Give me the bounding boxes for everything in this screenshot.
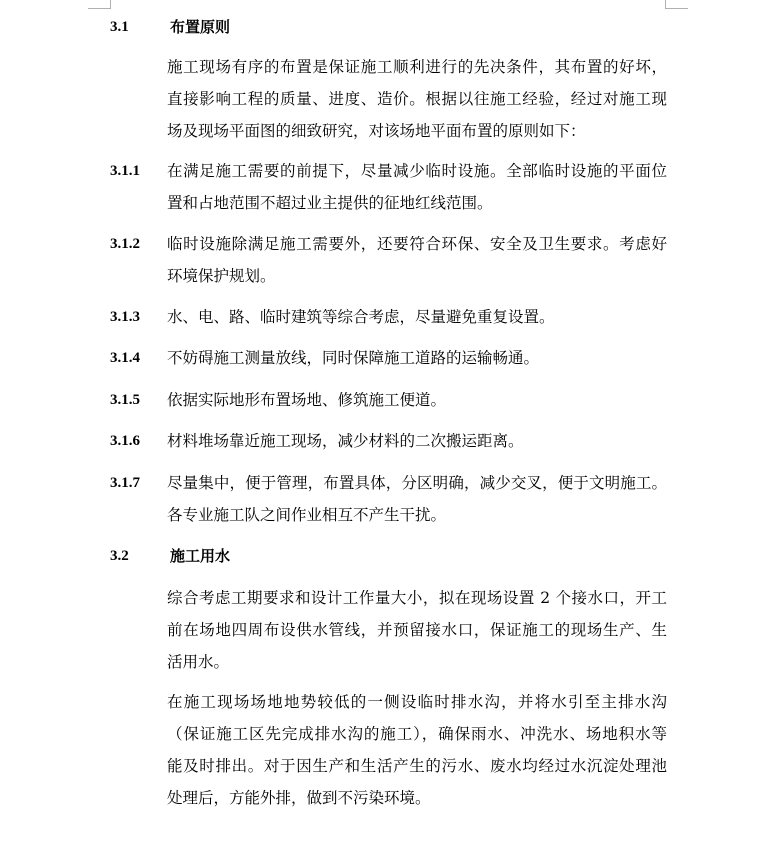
page-corner-mark-right: [665, 0, 688, 9]
body-paragraph: [167, 582, 667, 678]
page-corner-mark-left: [88, 0, 111, 9]
text-line: 活用水。: [167, 653, 230, 671]
item-number: 3.1.5: [110, 392, 140, 408]
text-line: 不妨碍施工测量放线，同时保障施工道路的运输畅通。: [167, 349, 540, 367]
item-text: [167, 228, 667, 292]
text-line: 环境保护规划。: [167, 267, 276, 285]
text-line: 能及时排出。对于因生产和生活产生的污水、废水均经过水沉淀处理池: [167, 757, 667, 775]
item-number: 3.1.3: [110, 309, 140, 325]
text-line: 处理后，方能外排，做到不污染环境。: [167, 789, 431, 807]
text-line: 材料堆场靠近施工现场，减少材料的二次搬运距离。: [167, 432, 524, 450]
section-number: 3.2: [110, 548, 129, 564]
text-line: 水、电、路、临时建筑等综合考虑，尽量避免重复设置。: [167, 308, 555, 326]
section-title: 布置原则: [170, 18, 231, 36]
item-text: [167, 425, 667, 457]
text-line: 场及现场平面图的细致研究，对该场地平面布置的原则如下：: [167, 122, 586, 140]
item-text: [167, 342, 667, 374]
intro-paragraph: [167, 51, 667, 147]
text-line: 前在场地四周布设供水管线，并预留接水口，保证施工的现场生产、生: [167, 621, 667, 639]
item-number: 3.1.6: [110, 433, 140, 449]
item-text: [167, 384, 667, 416]
item-number: 3.1.2: [110, 236, 140, 252]
item-number: 3.1.7: [110, 475, 140, 491]
text-line: 施工现场有序的布置是保证施工顺利进行的先决条件，其布置的好坏，: [167, 58, 667, 76]
item-text: [167, 155, 667, 219]
text-line: 在满足施工需要的前提下，尽量减少临时设施。全部临时设施的平面位: [167, 162, 667, 180]
item-number: 3.1.4: [110, 350, 140, 366]
text-line: 在施工现场场地地势较低的一侧设临时排水沟，并将水引至主排水沟: [167, 693, 667, 711]
item-text: [167, 467, 667, 531]
text-line: 综合考虑工期要求和设计工作量大小，拟在现场设置 2 个接水口，开工: [167, 589, 667, 607]
text-line: 置和占地范围不超过业主提供的征地红线范围。: [167, 194, 493, 212]
item-number: 3.1.1: [110, 163, 140, 179]
body-paragraph: [167, 686, 667, 814]
text-line: 各专业施工队之间作业相互不产生干扰。: [167, 506, 447, 524]
text-line: 临时设施除满足施工需要外，还要符合环保、安全及卫生要求。考虑好: [167, 235, 667, 253]
text-line: 依据实际地形布置场地、修筑施工便道。: [167, 391, 447, 409]
section-title: 施工用水: [170, 547, 231, 565]
text-line: 尽量集中，便于管理，布置具体，分区明确，减少交叉，便于文明施工。: [167, 474, 667, 492]
section-number: 3.1: [110, 19, 129, 35]
text-line: （保证施工区先完成排水沟的施工），确保雨水、冲洗水、场地积水等: [167, 725, 667, 743]
text-line: 直接影响工程的质量、进度、造价。根据以往施工经验，经过对施工现: [167, 90, 667, 108]
item-text: [167, 301, 667, 333]
